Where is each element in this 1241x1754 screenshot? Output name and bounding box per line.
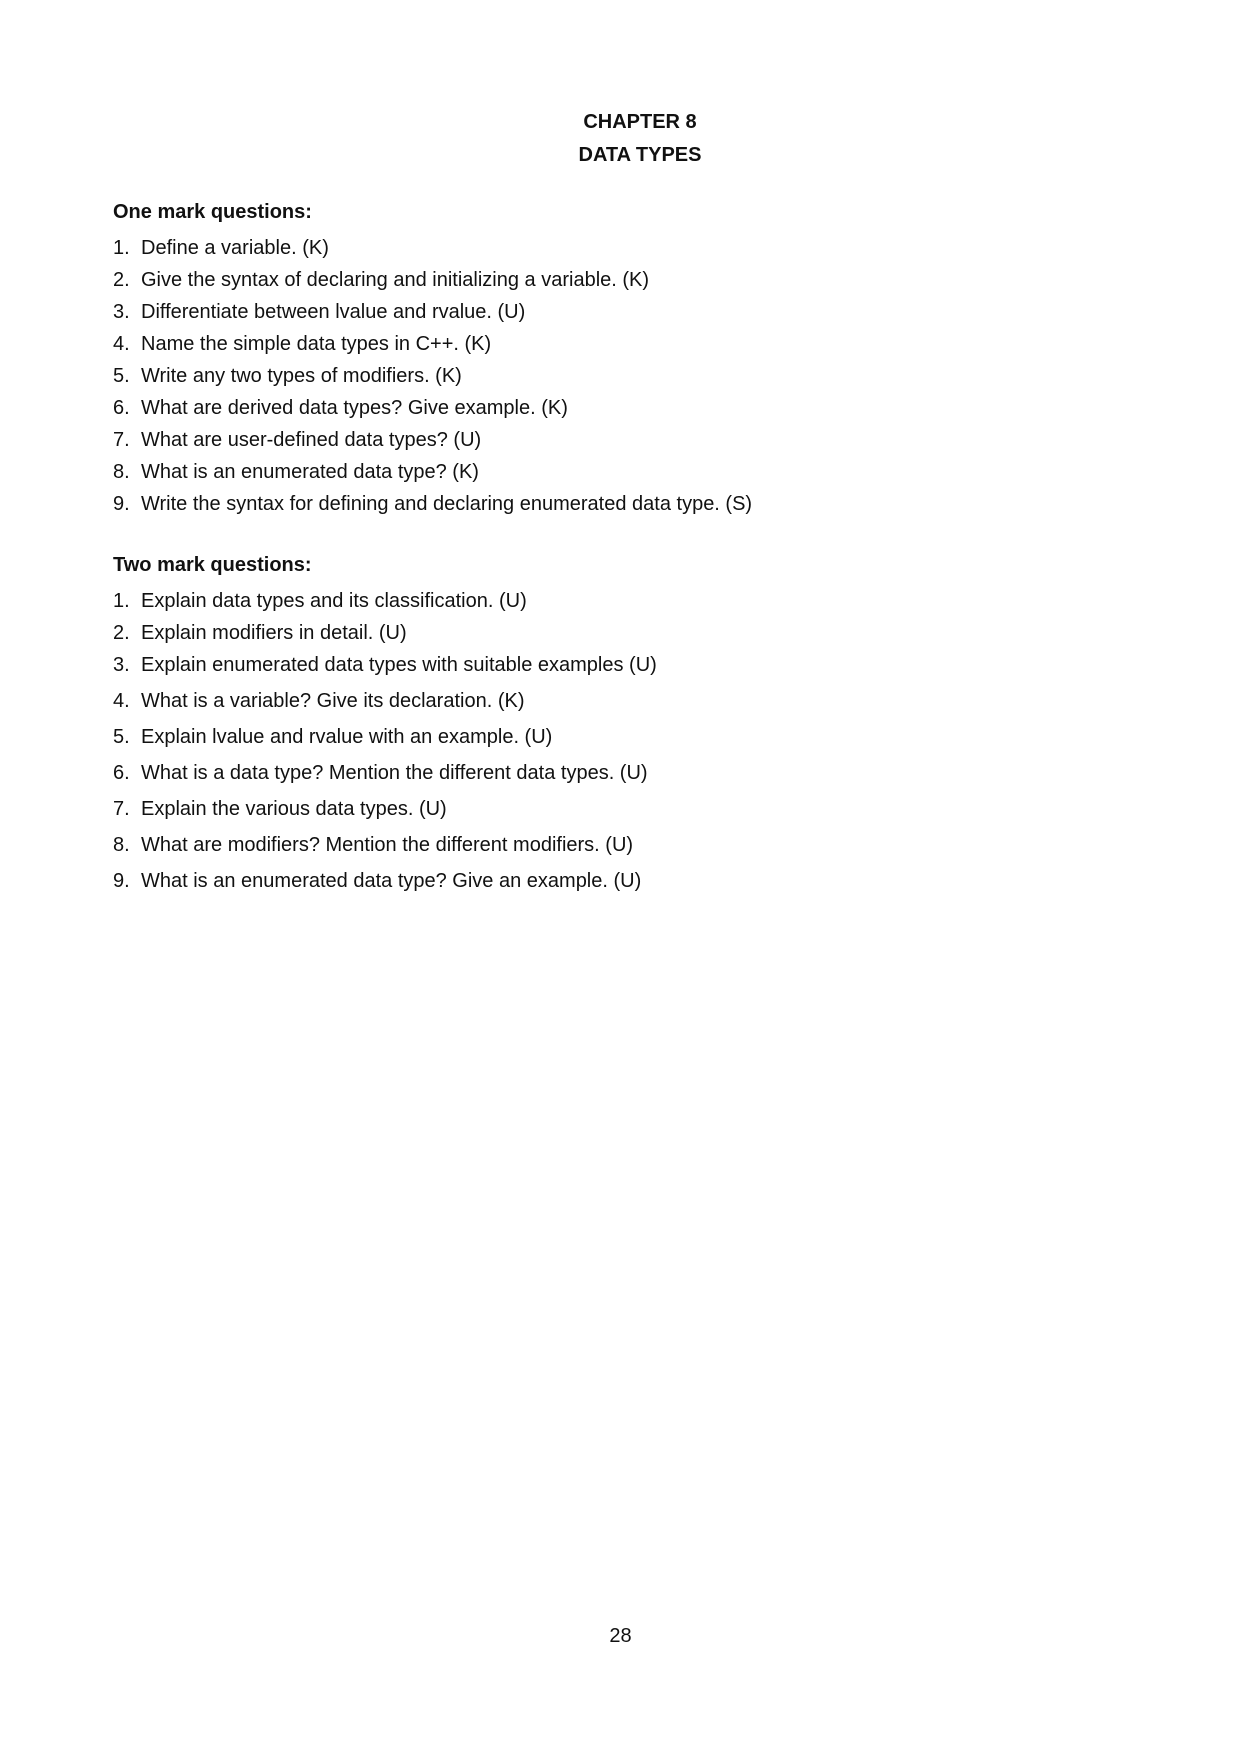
question-item — [113, 833, 1163, 857]
question-number: 3. — [113, 654, 130, 676]
question-item — [113, 653, 1163, 677]
question-number: 9. — [113, 870, 130, 892]
question-text: Explain the various data types. (U) — [141, 798, 447, 820]
question-text: Explain modifiers in detail. (U) — [141, 622, 407, 644]
question-number: 1. — [113, 590, 130, 612]
question-item — [113, 268, 1163, 292]
one-mark-section — [113, 200, 1163, 524]
question-text: What is a data type? Mention the different data types. (U) — [141, 762, 648, 784]
question-number: 5. — [113, 726, 130, 748]
question-number: 3. — [113, 301, 130, 323]
question-number: 9. — [113, 493, 130, 515]
question-item — [113, 725, 1163, 749]
chapter-title: DATA TYPES — [578, 144, 702, 166]
one-mark-question-list — [113, 236, 1163, 516]
question-item — [113, 589, 1163, 613]
two-mark-section-title: Two mark questions: — [113, 554, 312, 576]
question-item — [113, 428, 1163, 452]
question-text: Define a variable. (K) — [141, 237, 329, 259]
question-item — [113, 492, 1163, 516]
question-number: 2. — [113, 622, 130, 644]
question-text: Write the syntax for defining and declaring enumerated data type. (S) — [141, 493, 753, 515]
question-number: 1. — [113, 237, 130, 259]
question-text: Give the syntax of declaring and initializing a variable. (K) — [141, 269, 650, 291]
question-text: Explain data types and its classification. (U) — [141, 590, 527, 612]
question-text: What are user-defined data types? (U) — [141, 429, 482, 451]
question-number: 5. — [113, 365, 130, 387]
question-text: What are modifiers? Mention the different modifiers. (U) — [141, 834, 634, 856]
question-number: 4. — [113, 333, 130, 355]
question-number: 8. — [113, 834, 130, 856]
question-item — [113, 621, 1163, 645]
question-number: 8. — [113, 461, 130, 483]
two-mark-question-list — [113, 589, 1163, 893]
question-item — [113, 332, 1163, 356]
question-item — [113, 797, 1163, 821]
question-item — [113, 300, 1163, 324]
question-item — [113, 869, 1163, 893]
question-item — [113, 236, 1163, 260]
question-text: What is an enumerated data type? (K) — [141, 461, 479, 483]
question-text: What are derived data types? Give example. (K) — [141, 397, 568, 419]
question-text: What is a variable? Give its declaration. (K) — [141, 690, 525, 712]
question-item — [113, 396, 1163, 420]
question-number: 2. — [113, 269, 130, 291]
one-mark-section-title: One mark questions: — [113, 201, 312, 223]
question-number: 6. — [113, 762, 130, 784]
question-item — [113, 364, 1163, 388]
question-text: Explain enumerated data types with suitable examples (U) — [141, 654, 657, 676]
question-number: 7. — [113, 798, 130, 820]
two-mark-section — [113, 553, 1163, 905]
question-text: Differentiate between lvalue and rvalue. (U) — [141, 301, 526, 323]
question-number: 7. — [113, 429, 130, 451]
question-text: Explain lvalue and rvalue with an example. (U) — [141, 726, 553, 748]
question-item — [113, 761, 1163, 785]
page-number: 28 — [609, 1625, 632, 1647]
question-number: 6. — [113, 397, 130, 419]
question-text: What is an enumerated data type? Give an example. (U) — [141, 870, 642, 892]
question-text: Name the simple data types in C++. (K) — [141, 333, 492, 355]
chapter-number: CHAPTER 8 — [583, 111, 697, 133]
question-item — [113, 689, 1163, 713]
question-text: Write any two types of modifiers. (K) — [141, 365, 462, 387]
question-number: 4. — [113, 690, 130, 712]
question-item — [113, 460, 1163, 484]
